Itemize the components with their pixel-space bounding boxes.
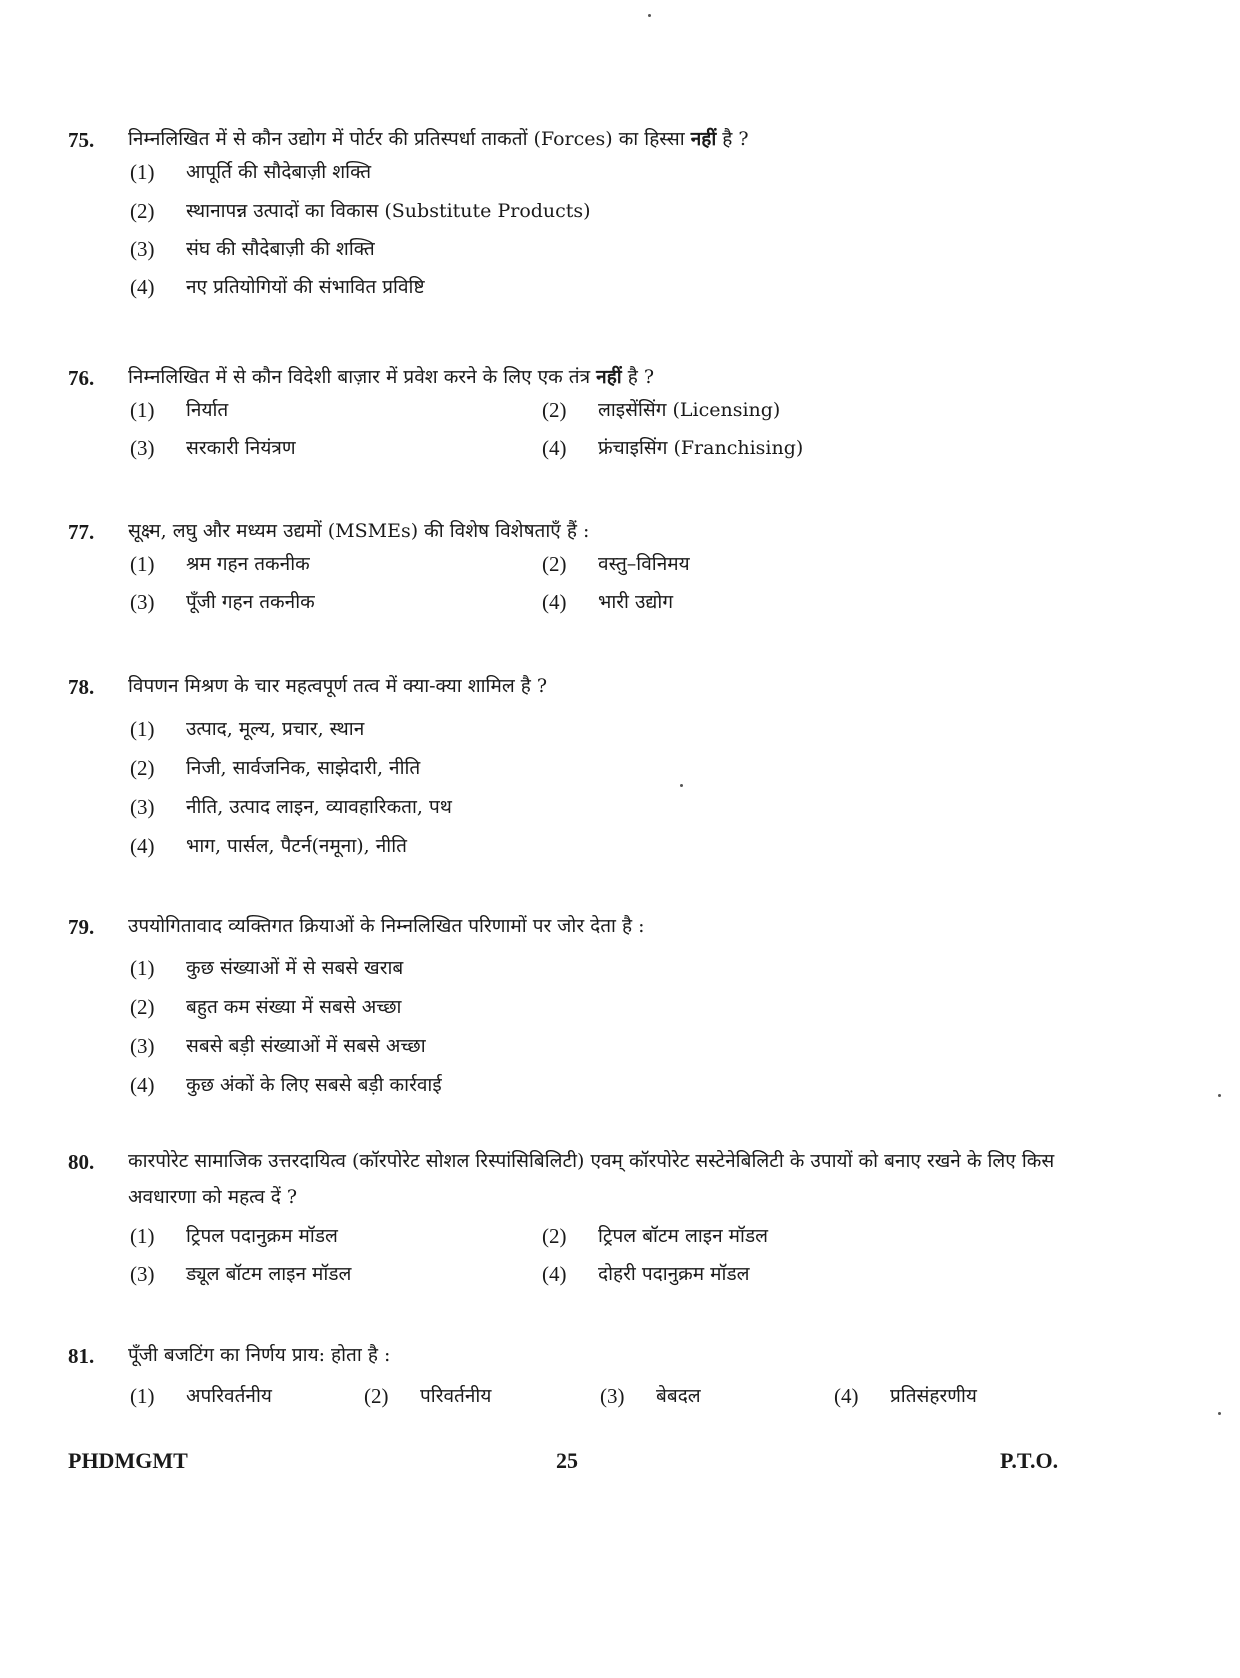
question-text: सूक्ष्म, लघु और मध्यम उद्यमों (MSMEs) की विशेष विशेषताएँ हैं : bbox=[128, 520, 590, 542]
question-number: 75. bbox=[68, 128, 95, 152]
question-number: 78. bbox=[68, 675, 95, 699]
question-text: विपणन मिश्रण के चार महत्वपूर्ण तत्व में क्या-क्या शामिल है ? bbox=[128, 675, 548, 697]
exam-page: 75. निम्नलिखित में से कौन उद्योग में पोर्टर की प्रतिस्पर्धा ताकतों (Forces) का हिस्सा नहीं है ? (1) आपूर्ति की सौदेबाज़ी शक्ति (2) स्थानापन्न उत्पादों का विकास (Substitute Products) (3) संघ की सौदेबाज़ी की शक्ति (4) नए प्रतियोगियों की संभावित प्रविष्टि 76. निम्नलिखित में से कौन विदेशी बाज़ार में प्रवेश करने के लिए एक तंत्र नहीं है ? (1) निर्यात (2) लाइसेंसिंग (Licensing) (3) सरकारी नियंत्रण (4) फ्रंचाइसिंग (Franchising) 77. सूक्ष्म, लघु और मध्यम उद्यमों (MSMEs) की विशेष विशेषताएँ हैं : (1) श्रम गहन तकनीक (2) वस्तु–विनिमय (3) पूँजी गहन तकनीक (4) भारी उद्योग 78. विपणन मिश्रण के चार महत्वपूर्ण तत्व में क्या-क्या शामिल है ? (1) उत्पाद, मूल्य, प्रचार, स्थान (2) निजी, सार्वजनिक, साझेदारी, नीति (3) नीति, उत्पाद लाइन, व्यावहारिकता, पथ (4) भाग, पार्सल, पैटर्न(नमूना), नीति 79. उपयोगितावाद व्यक्तिगत क्रियाओं के निम्नलिखित परिणामों पर जोर देता है : (1) कुछ संख्याओं में से सबसे खराब (2) बहुत कम संख्या में सबसे अच्छा (3) सबसे बड़ी संख्याओं में सबसे अच्छा (4) कुछ अंकों के लिए सबसे बड़ी कार्रवाई 80. कारपोरेट सामाजिक उत्तरदायित्व (कॉरपोरेट सोशल रिस्पांसिबिलिटी) एवम् कॉरपोरेट सस्टेनेबिलिटी के उपायों को बनाए रखने के लिए किस अवधारणा को महत्व दें ? (1) ट्रिपल पदानुक्रम मॉडल (2) ट्रिपल बॉटम लाइन मॉडल (3) ड्यूल बॉटम लाइन मॉडल (4) दोहरी पदानुक्रम मॉडल 81. पूँजी बजटिंग का निर्णय प्राय: होता है : (1) अपरिवर्तनीय (2) परिवर्तनीय (3) बेबदल (4) प्रतिसंहरणीय PHDMGMT 25 P.T.O. bbox=[0, 0, 1240, 1678]
scan-speck bbox=[680, 784, 683, 787]
question-text: उपयोगितावाद व्यक्तिगत क्रियाओं के निम्नलिखित परिणामों पर जोर देता है : bbox=[128, 915, 645, 937]
question-text: पूँजी बजटिंग का निर्णय प्राय: होता है : bbox=[128, 1344, 391, 1366]
scan-speck bbox=[1218, 1094, 1221, 1097]
question-number: 81. bbox=[68, 1344, 95, 1368]
scan-speck bbox=[1218, 1412, 1221, 1415]
emphasis-word: नहीं bbox=[690, 128, 717, 150]
question-text: निम्नलिखित में से कौन विदेशी बाज़ार में प्रवेश करने के लिए एक तंत्र नहीं है ? bbox=[128, 366, 655, 388]
question-number: 76. bbox=[68, 366, 95, 390]
question-number: 79. bbox=[68, 915, 95, 939]
question-number: 80. bbox=[68, 1150, 95, 1174]
question-text: निम्नलिखित में से कौन उद्योग में पोर्टर की प्रतिस्पर्धा ताकतों (Forces) का हिस्सा नहीं है ? bbox=[128, 128, 749, 150]
emphasis-word: नहीं bbox=[596, 366, 622, 388]
paper-code: PHDMGMT bbox=[68, 1448, 188, 1473]
scan-speck bbox=[648, 14, 651, 17]
page-number: 25 bbox=[556, 1448, 578, 1473]
pto-marker: P.T.O. bbox=[1000, 1448, 1059, 1473]
question-text: कारपोरेट सामाजिक उत्तरदायित्व (कॉरपोरेट सोशल रिस्पांसिबिलिटी) एवम् कॉरपोरेट सस्टेनेबिलिटी के उपायों को बनाए रखने के लिए किस अवधारणा को महत्व दें ? bbox=[128, 1150, 1055, 1208]
question-number: 77. bbox=[68, 520, 95, 544]
